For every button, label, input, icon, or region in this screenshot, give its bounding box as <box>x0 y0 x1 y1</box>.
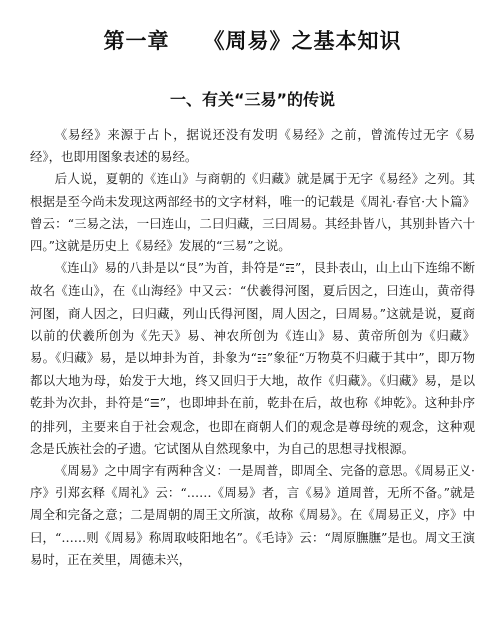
gen-trigram-icon: ☶ <box>284 262 295 276</box>
paragraph-3 <box>30 257 475 460</box>
paragraph-3-part-3: ”象征“万物莫不归藏于其中”，即万物都以大地为母，始发于大地，终又回归于大地，故作《归藏》。《归藏》易，是以乾卦为次卦，卦符是“ <box>30 350 475 411</box>
qian-trigram-icon: ☰ <box>149 397 160 411</box>
paragraph-1: 《易经》来源于占卜，据说还没有发明《易经》之前，曾流传过无字《易经》，也即用图象表述的易经。 <box>30 127 475 165</box>
section-title: 一、有关“三易”的传说 <box>169 90 336 109</box>
chapter-title <box>30 26 475 56</box>
chapter-number: 第一章 <box>103 29 170 53</box>
paragraph-3-part-4: ”，也即坤卦在前，乾卦在后，故也称《坤乾》。这种卦序的排列，主要来自于社会观念，也即在商朝人们的观念是尊母统的观念，这种观念是氏族社会的孑遗。它试图从自然现象中，为自己的思想寻找根源。 <box>30 395 475 456</box>
paragraph-2: 后人说，夏朝的《连山》与商朝的《归藏》就是属于无字《易经》之列。其根据是至今尚未发现这两部经书的文字材料，唯一的记载是《周礼·春官·大卜篇》曾云：“三易之法，一曰连山，二曰归藏，三曰周易。其经卦皆八，其别卦皆六十四。”这就是历史上《易经》发展的“三易”之说。 <box>30 171 475 254</box>
chapter-name: 《周易》之基本知识 <box>203 29 402 53</box>
body-text <box>30 124 475 571</box>
paragraph-4: 《周易》之中周字有两种含义：一是周普，即周全、完备的意思。《周易正义·序》引郑玄释《周礼》云：“……《周易》者，言《易》道周普，无所不备。”就是周全和完备之意；二是周朝的周王文所演，故称《周易》。在《周易正义，序》中曰，“……则《周易》称周取岐阳地名”。《毛诗》云：“周原膴膴”是也。周文王演易时，正在羑里，周德未兴， <box>30 463 475 567</box>
paragraph-3-part-1: 《连山》易的八卦是以“艮”为首，卦符是“ <box>54 260 285 276</box>
kun-trigram-icon: ☷ <box>256 352 267 366</box>
paragraph-3-part-2: ”，艮卦表山，山上山下连绵不断故名《连山》，在《山海经》中又云：“伏羲得河图，夏后因之，曰连山，黄帝得河图，商人因之，曰归藏，列山氏得河图，周人因之，曰周易。”这就是说，夏商以前的伏羲所创为《先天》易、神农所创为《连山》易、黄帝所创为《归藏》易。《归藏》易，是以坤卦为首，卦象为“ <box>30 260 475 366</box>
